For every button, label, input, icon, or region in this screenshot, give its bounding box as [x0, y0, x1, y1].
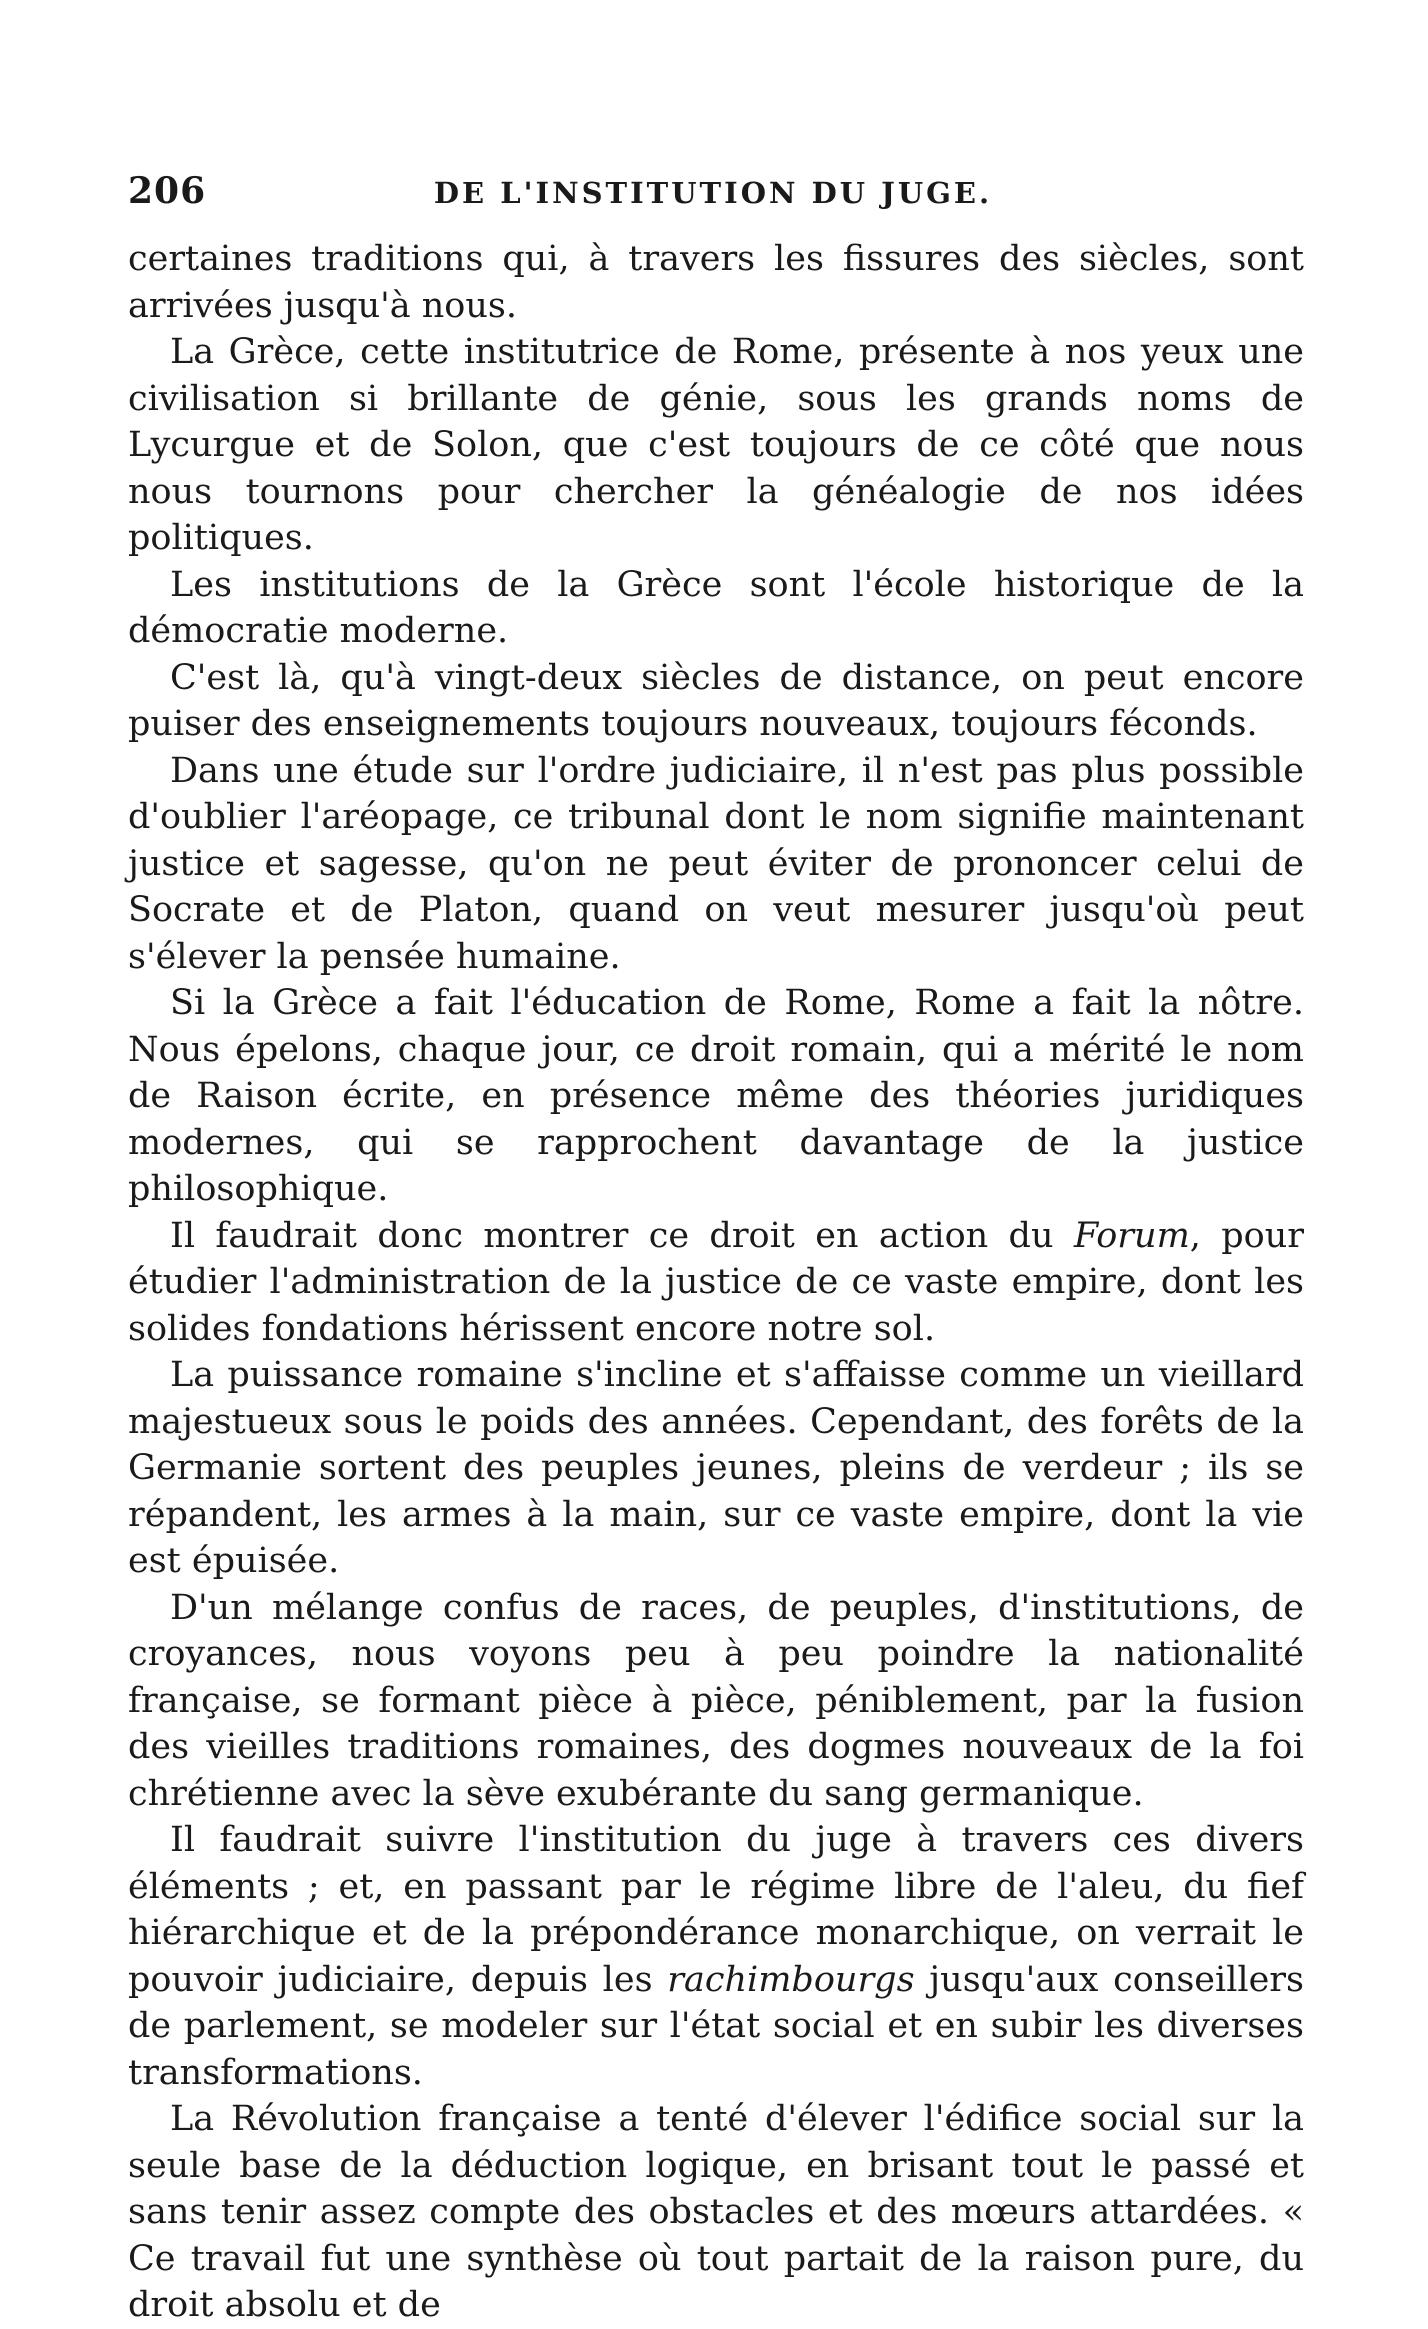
body-text [128, 236, 1304, 2329]
paragraph: C'est là, qu'à vingt-deux siècles de distance, on peut encore puiser des enseignements toujours nouveaux, toujours féconds. [128, 657, 1304, 744]
paragraph: Si la Grèce a fait l'éducation de Rome, Rome a fait la nôtre. Nous épelons, chaque jour, ce droit romain, qui a mérité le nom de Raison écrite, en présence même des théories juridiques modernes, qui se rapprochent davantage de la justice philosophique. [128, 983, 1304, 1209]
paragraph: La Révolution française a tenté d'élever l'édifice social sur la seule base de la déduction logique, en brisant tout le passé et sans tenir assez compte des obstacles et des mœurs attardées. « Ce travail fut une synthèse où tout partait de la raison pure, du droit absolu et de [128, 2099, 1304, 2325]
paragraph: Les institutions de la Grèce sont l'école historique de la démocratie moderne. [128, 564, 1304, 651]
running-head [128, 170, 1298, 218]
running-title: DE L'INSTITUTION DU JUGE. [433, 176, 993, 210]
paragraph: La puissance romaine s'incline et s'affaisse comme un vieillard majestueux sous le poids des années. Cependant, des forêts de la Germanie sortent des peuples jeunes, pleins de verdeur ; ils se répandent, les armes à la main, sur ce vaste empire, dont la vie est épuisée. [128, 1355, 1304, 1581]
italic-term: rachimbourgs [667, 1959, 915, 2000]
page-number: 206 [128, 170, 207, 212]
paragraph: D'un mélange confus de races, de peuples, d'institutions, de croyances, nous voyons peu à peu poindre la nationalité française, se formant pièce à pièce, péniblement, par la fusion des vieilles traditions romaines, des dogmes nouveaux de la foi chrétienne avec la sève exubérante du sang germanique. [128, 1587, 1304, 1814]
paragraph: Il faudrait suivre l'institution du juge à travers ces divers éléments ; et, en passant par le régime libre de l'aleu, du fief hiérarchique et de la prépondérance monarchique, on verrait le pouvoir judiciaire, depuis les rachimbourgs jusqu'aux conseillers de parlement, se modeler sur l'état social et en subir les diverses transformations. [128, 1820, 1304, 2093]
paragraph: Dans une étude sur l'ordre judiciaire, il n'est pas plus possible d'oublier l'aréopage, ce tribunal dont le nom signifie maintenant justice et sagesse, qu'on ne peut éviter de prononcer celui de Socrate et de Platon, quand on veut mesurer jusqu'où peut s'élever la pensée humaine. [128, 750, 1304, 977]
paragraph: Il faudrait donc montrer ce droit en action du Forum, pour étudier l'administration de la justice de ce vaste empire, dont les solides fondations hérissent encore notre sol. [128, 1215, 1304, 1349]
paragraph: La Grèce, cette institutrice de Rome, présente à nos yeux une civilisation si brillante de génie, sous les grands noms de Lycurgue et de Solon, que c'est toujours de ce côté que nous nous tournons pour chercher la généalogie de nos idées politiques. [128, 332, 1304, 558]
italic-term: Forum [1073, 1215, 1190, 1256]
paragraph: certaines traditions qui, à travers les fissures des siècles, sont arrivées jusqu'à nous. [128, 239, 1304, 326]
